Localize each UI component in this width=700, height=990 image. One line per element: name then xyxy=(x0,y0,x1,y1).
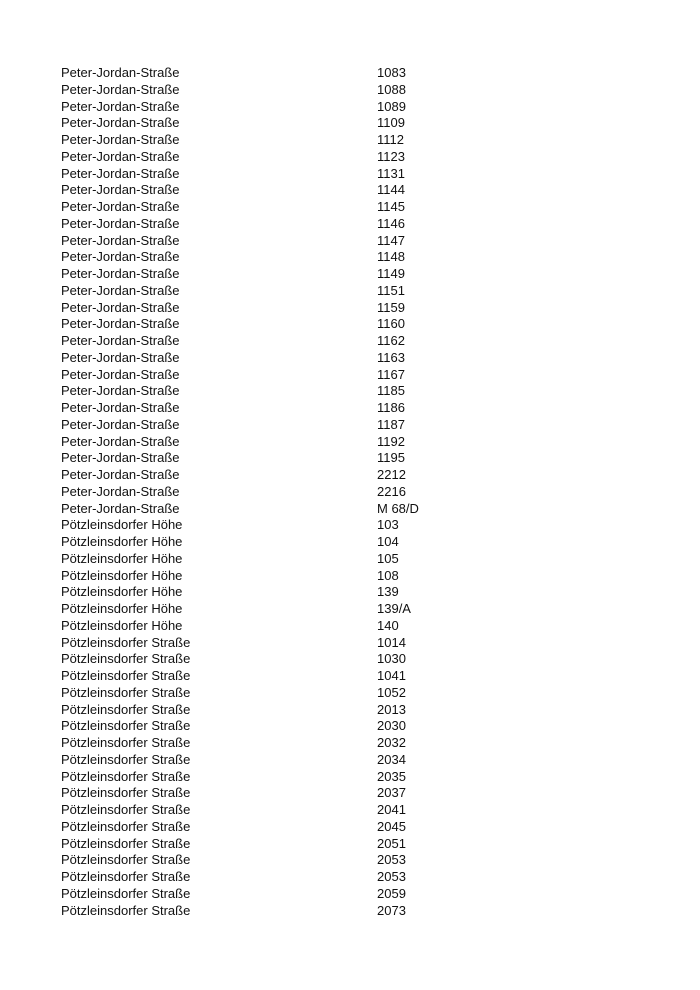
table-row xyxy=(61,400,661,417)
street-name-cell: Peter-Jordan-Straße xyxy=(61,282,180,298)
street-name-cell: Pötzleinsdorfer Straße xyxy=(61,852,191,868)
table-row xyxy=(61,149,661,166)
street-name-cell: Pötzleinsdorfer Höhe xyxy=(61,617,183,633)
street-name-cell: Pötzleinsdorfer Höhe xyxy=(61,534,183,549)
table-row xyxy=(61,283,661,300)
street-name-cell: Pötzleinsdorfer Straße xyxy=(61,651,191,667)
house-number-cell: 1159 xyxy=(377,299,405,315)
street-name-cell: Peter-Jordan-Straße xyxy=(61,366,180,382)
house-number-cell: 108 xyxy=(377,567,399,583)
table-row xyxy=(61,99,661,116)
house-number-cell: 105 xyxy=(377,550,399,566)
table-row xyxy=(61,769,661,786)
street-name-cell: Peter-Jordan-Straße xyxy=(61,165,180,181)
street-name-cell: Peter-Jordan-Straße xyxy=(61,450,180,466)
street-name-cell: Pötzleinsdorfer Straße xyxy=(61,634,191,650)
house-number-cell: 1149 xyxy=(377,266,405,281)
table-row xyxy=(61,417,661,434)
table-row xyxy=(61,316,661,333)
house-number-cell: 2034 xyxy=(377,751,406,767)
street-name-cell: Pötzleinsdorfer Höhe xyxy=(61,517,183,533)
street-name-cell: Pötzleinsdorfer Höhe xyxy=(61,584,183,600)
street-name-cell: Pötzleinsdorfer Straße xyxy=(61,768,191,784)
table-row xyxy=(61,467,661,484)
table-row xyxy=(61,618,661,635)
street-name-cell: Peter-Jordan-Straße xyxy=(61,115,180,131)
table-row xyxy=(61,249,661,266)
table-row xyxy=(61,199,661,216)
table-row xyxy=(61,367,661,384)
table-row xyxy=(61,501,661,518)
table-row xyxy=(61,300,661,317)
street-name-cell: Peter-Jordan-Straße xyxy=(61,400,180,415)
table-row xyxy=(61,434,661,451)
street-name-cell: Pötzleinsdorfer Straße xyxy=(61,835,191,851)
street-name-cell: Peter-Jordan-Straße xyxy=(61,467,180,482)
street-name-cell: Peter-Jordan-Straße xyxy=(61,333,180,348)
house-number-cell: 2073 xyxy=(377,902,406,918)
street-name-cell: Pötzleinsdorfer Straße xyxy=(61,902,191,918)
street-name-cell: Peter-Jordan-Straße xyxy=(61,65,180,80)
house-number-cell: 1162 xyxy=(377,333,405,348)
table-row xyxy=(61,216,661,233)
street-name-cell: Pötzleinsdorfer Straße xyxy=(61,701,191,717)
table-row xyxy=(61,735,661,752)
house-number-cell: 2030 xyxy=(377,718,406,734)
house-number-cell: 1187 xyxy=(377,416,405,432)
street-name-cell: Pötzleinsdorfer Straße xyxy=(61,818,191,834)
street-name-cell: Pötzleinsdorfer Höhe xyxy=(61,550,183,566)
house-number-cell: 2037 xyxy=(377,785,406,801)
house-number-cell: 2013 xyxy=(377,701,406,717)
table-row xyxy=(61,132,661,149)
table-row xyxy=(61,350,661,367)
table-row xyxy=(61,115,661,132)
street-name-cell: Pötzleinsdorfer Straße xyxy=(61,718,191,734)
house-number-cell: 2035 xyxy=(377,768,406,784)
table-row xyxy=(61,718,661,735)
table-row xyxy=(61,752,661,769)
house-number-cell: 1144 xyxy=(377,182,405,198)
street-name-cell: Peter-Jordan-Straße xyxy=(61,199,180,214)
street-name-cell: Peter-Jordan-Straße xyxy=(61,148,180,164)
table-row xyxy=(61,802,661,819)
table-row xyxy=(61,484,661,501)
table-row xyxy=(61,551,661,568)
house-number-cell: 1014 xyxy=(377,634,406,650)
house-number-cell: 103 xyxy=(377,517,399,533)
house-number-cell: 1083 xyxy=(377,65,406,80)
table-row xyxy=(61,785,661,802)
street-name-cell: Pötzleinsdorfer Straße xyxy=(61,785,191,801)
house-number-cell: 1160 xyxy=(377,316,405,332)
street-name-cell: Pötzleinsdorfer Höhe xyxy=(61,601,183,616)
house-number-cell: 1041 xyxy=(377,668,406,683)
house-number-cell: 1109 xyxy=(377,115,405,131)
house-number-cell: 104 xyxy=(377,534,399,549)
table-row xyxy=(61,233,661,250)
table-row xyxy=(61,82,661,99)
house-number-cell: 1145 xyxy=(377,199,405,214)
street-name-cell: Peter-Jordan-Straße xyxy=(61,232,180,248)
house-number-cell: 1147 xyxy=(377,232,405,248)
house-number-cell: 2059 xyxy=(377,885,406,901)
house-number-cell: 1195 xyxy=(377,450,405,466)
house-number-cell: 1146 xyxy=(377,215,405,231)
house-number-cell: 1185 xyxy=(377,383,405,399)
table-row xyxy=(61,702,661,719)
house-number-cell: 1088 xyxy=(377,81,406,97)
street-name-cell: Peter-Jordan-Straße xyxy=(61,483,180,499)
street-name-cell: Peter-Jordan-Straße xyxy=(61,132,180,147)
street-name-cell: Peter-Jordan-Straße xyxy=(61,249,180,265)
table-row xyxy=(61,886,661,903)
table-row xyxy=(61,668,661,685)
street-name-cell: Pötzleinsdorfer Straße xyxy=(61,869,191,884)
address-table xyxy=(61,65,661,919)
street-name-cell: Pötzleinsdorfer Höhe xyxy=(61,567,183,583)
table-row xyxy=(61,333,661,350)
street-name-cell: Pötzleinsdorfer Straße xyxy=(61,751,191,767)
table-row xyxy=(61,383,661,400)
table-row xyxy=(61,534,661,551)
house-number-cell: 1186 xyxy=(377,400,405,415)
street-name-cell: Pötzleinsdorfer Straße xyxy=(61,735,191,750)
house-number-cell: 1123 xyxy=(377,148,405,164)
table-row xyxy=(61,903,661,920)
house-number-cell: 1163 xyxy=(377,349,405,365)
house-number-cell: 139 xyxy=(377,584,399,600)
house-number-cell: 2032 xyxy=(377,735,406,750)
table-row xyxy=(61,450,661,467)
house-number-cell: 1030 xyxy=(377,651,406,667)
street-name-cell: Peter-Jordan-Straße xyxy=(61,182,180,198)
table-row xyxy=(61,869,661,886)
house-number-cell: 2053 xyxy=(377,852,406,868)
street-name-cell: Peter-Jordan-Straße xyxy=(61,98,180,114)
street-name-cell: Peter-Jordan-Straße xyxy=(61,383,180,399)
table-row xyxy=(61,182,661,199)
house-number-cell: 1112 xyxy=(377,132,404,147)
street-name-cell: Peter-Jordan-Straße xyxy=(61,299,180,315)
house-number-cell: 139/A xyxy=(377,601,411,616)
table-row xyxy=(61,166,661,183)
house-number-cell: 1192 xyxy=(377,433,405,449)
street-name-cell: Peter-Jordan-Straße xyxy=(61,215,180,231)
street-name-cell: Peter-Jordan-Straße xyxy=(61,266,180,281)
house-number-cell: 1089 xyxy=(377,98,406,114)
street-name-cell: Pötzleinsdorfer Straße xyxy=(61,885,191,901)
table-row xyxy=(61,584,661,601)
house-number-cell: 2041 xyxy=(377,802,406,817)
house-number-cell: 1052 xyxy=(377,684,406,700)
street-name-cell: Peter-Jordan-Straße xyxy=(61,349,180,365)
table-row xyxy=(61,568,661,585)
table-row xyxy=(61,836,661,853)
table-row xyxy=(61,601,661,618)
table-row xyxy=(61,517,661,534)
street-name-cell: Peter-Jordan-Straße xyxy=(61,316,180,332)
table-row xyxy=(61,266,661,283)
street-name-cell: Peter-Jordan-Straße xyxy=(61,416,180,432)
house-number-cell: 1131 xyxy=(377,165,405,181)
house-number-cell: 2051 xyxy=(377,835,406,851)
house-number-cell: 2212 xyxy=(377,467,406,482)
house-number-cell: 1148 xyxy=(377,249,405,265)
house-number-cell: 2216 xyxy=(377,483,406,499)
house-number-cell: 2045 xyxy=(377,818,406,834)
street-name-cell: Pötzleinsdorfer Straße xyxy=(61,684,191,700)
street-name-cell: Peter-Jordan-Straße xyxy=(61,81,180,97)
table-row xyxy=(61,651,661,668)
house-number-cell: 2053 xyxy=(377,869,406,884)
table-row xyxy=(61,852,661,869)
street-name-cell: Pötzleinsdorfer Straße xyxy=(61,668,191,683)
house-number-cell: 1151 xyxy=(377,282,405,298)
table-row xyxy=(61,65,661,82)
house-number-cell: 140 xyxy=(377,617,399,633)
table-row xyxy=(61,819,661,836)
table-row xyxy=(61,685,661,702)
street-name-cell: Peter-Jordan-Straße xyxy=(61,500,180,516)
table-row xyxy=(61,635,661,652)
house-number-cell: 1167 xyxy=(377,366,405,382)
street-name-cell: Peter-Jordan-Straße xyxy=(61,433,180,449)
street-name-cell: Pötzleinsdorfer Straße xyxy=(61,802,191,817)
house-number-cell: M 68/D xyxy=(377,500,419,516)
